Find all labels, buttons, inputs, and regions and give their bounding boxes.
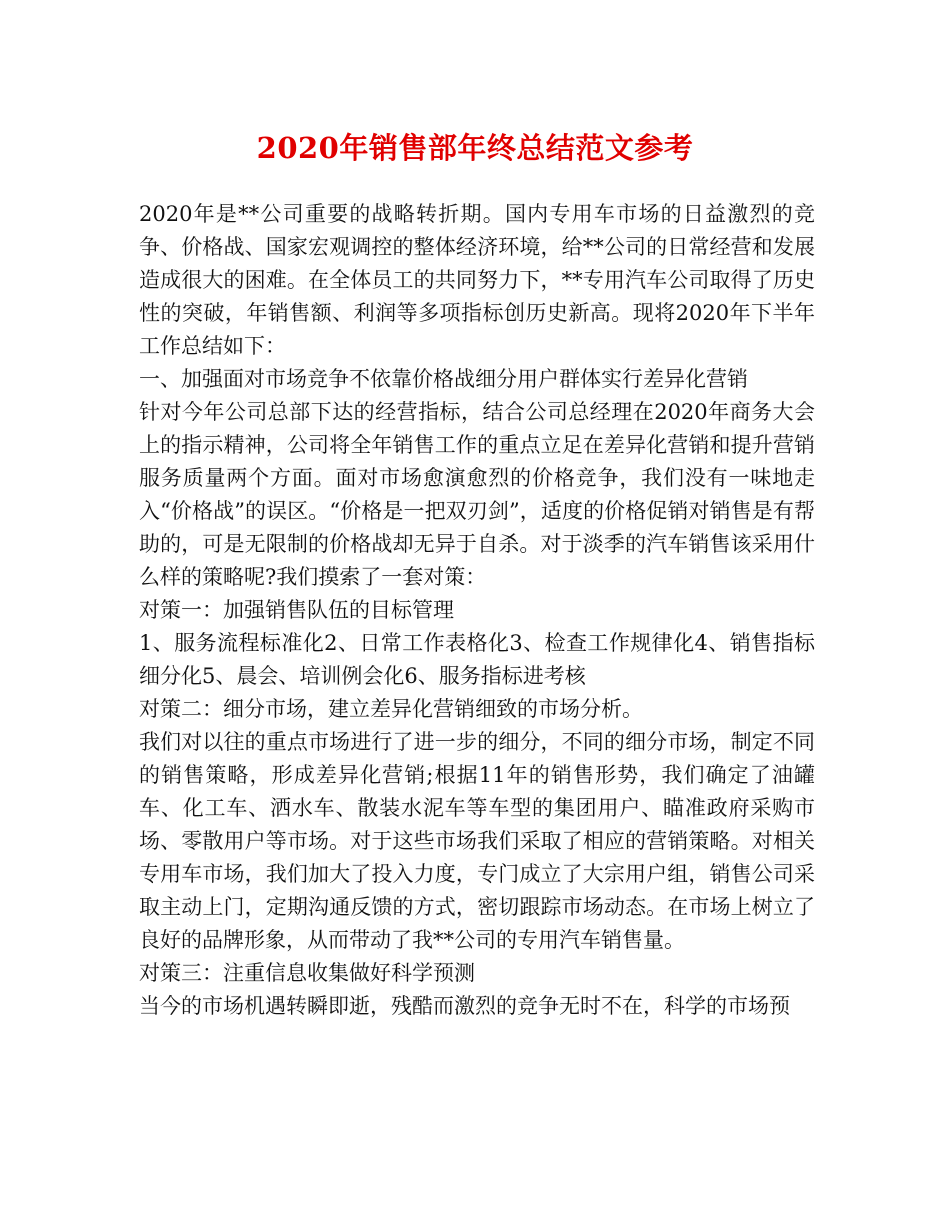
strategy-heading-2: 对策二：细分市场，建立差异化营销细致的市场分析。 (139, 697, 643, 721)
strategy-heading-3: 对策三：注重信息收集做好科学预测 (139, 961, 475, 985)
paragraph-intro: 2020年是**公司重要的战略转折期。国内专用车市场的日益激烈的竞争、价格战、国家宏观调控的整体经济环境，给**公司的日常经营和发展造成很大的困难。在全体员工的共同努力下，**专用汽车公司取得了历史性的突破，年销售额、利润等多项指标创历史新高。现将2020年下半年工作总结如下： (139, 202, 815, 358)
paragraph-market-forecast: 当今的市场机遇转瞬即逝，残酷而激烈的竞争无时不在，科学的市场预 (139, 994, 790, 1018)
document-title: 2020年销售部年终总结范文参考 (256, 131, 694, 165)
section-heading-1: 一、加强面对市场竞争不依靠价格战细分用户群体实行差异化营销 (139, 367, 748, 391)
paragraph-sales-strategy: 针对今年公司总部下达的经营指标，结合公司总经理在2020年商务大会上的指示精神，公司将全年销售工作的重点立足在差异化营销和提升营销服务质量两个方面。面对市场愈演愈烈的价格竞争，我们没有一味地走入“价格战”的误区。“价格是一把双刃剑”，适度的价格促销对销售是有帮助的，可是无限制的价格战却无异于自杀。对于淡季的汽车销售该采用什么样的策略呢?我们摸索了一套对策： (139, 400, 815, 589)
paragraph-market-segmentation: 我们对以往的重点市场进行了进一步的细分，不同的细分市场，制定不同的销售策略，形成差异化营销;根据11年的销售形势，我们确定了油罐车、化工车、洒水车、散装水泥车等车型的集团用户、瞄准政府采购市场、零散用户等市场。对于这些市场我们采取了相应的营销策略。对相关专用车市场，我们加大了投入力度，专门成立了大宗用户组，销售公司采取主动上门，定期沟通反馈的方式，密切跟踪市场动态。在市场上树立了良好的品牌形象，从而带动了我**公司的专用汽车销售量。 (139, 730, 815, 952)
document-body (139, 198, 815, 1023)
paragraph-strategy-1-items: 1、服务流程标准化2、日常工作表格化3、检查工作规律化4、销售指标细分化5、晨会、培训例会化6、服务指标进考核 (139, 631, 815, 688)
strategy-heading-1: 对策一：加强销售队伍的目标管理 (139, 598, 454, 622)
